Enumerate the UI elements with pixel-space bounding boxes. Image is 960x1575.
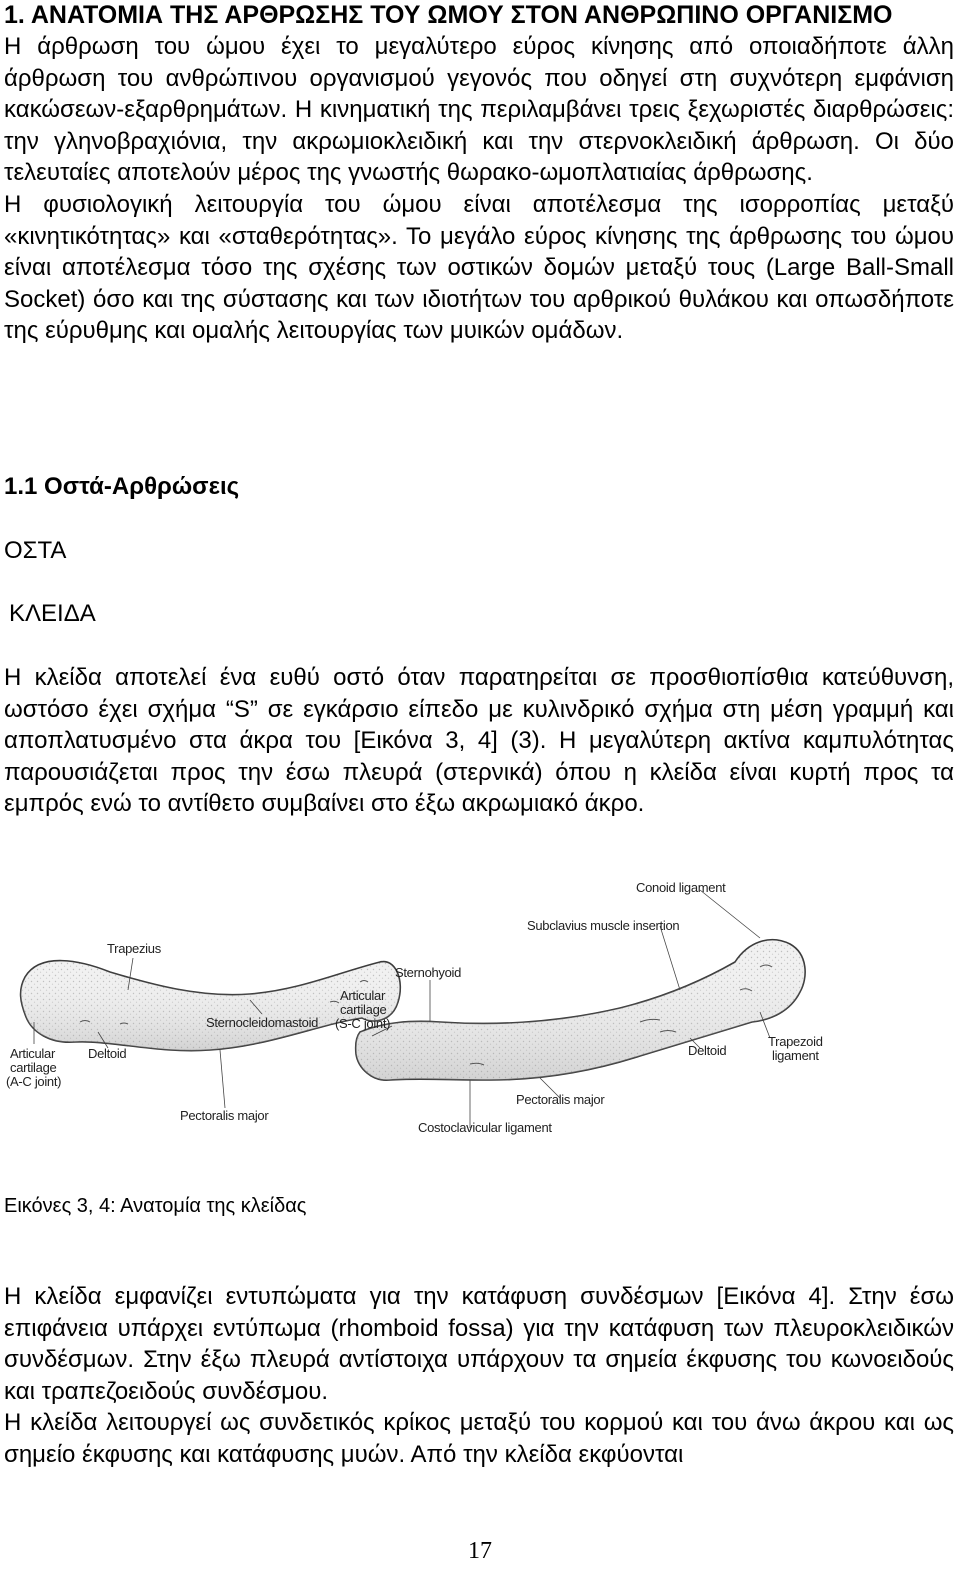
clavicle-block [4,662,954,820]
label-deltoid-right: Deltoid [688,1043,727,1058]
label-costoclavicular: Costoclavicular ligament [418,1120,552,1135]
bottom-paragraph-2: Η κλείδα λειτουργεί ως συνδετικός κρίκος μεταξύ του κορμού και του άνω άκρου και ως σημείο έκφυσης και κατάφυσης μυών. Από την κλείδα εκφύονται [4,1409,954,1468]
label-subclavius: Subclavius muscle insertion [527,918,680,933]
clavicle-paragraph: Η κλείδα αποτελεί ένα ευθύ οστό όταν παρατηρείται σε προσθιοπίσθια κατεύθυνση, ωστόσο έχει σχήμα “S” σε εγκάρσιο είπεδο με κυλινδρικό σχήμα στη μέση γραμμή και αποπλατυσμένο στα άκρα του [Εικόνα 3, 4] (3). Η μεγαλύτερη ακτίνα καμπυλότητας παρουσιάζεται προς την έσω πλευρά (στερνικά) όπου η κλείδα είναι κυρτή προς τα εμπρός ενώ το αντίθετο συμβαίνει στο έξω ακρωμιακό άκρο. [4,664,954,818]
label-ac-articular: Articular [10,1046,55,1061]
label-sternocleidomastoid: Sternocleidomastoid [206,1015,319,1030]
bottom-paragraph-1: Η κλείδα εμφανίζει εντυπώματα για την κατάφυση συνδέσμων [Εικόνα 4]. Στην έσω επιφάνεια υπάρχει εντύπωμα (rhomboid fossa) για την κατάφυση των πλευροκλειδικών συνδέσμων. Στην έξω πλευρά αντίστοιχα υπάρχουν τα σημεία έκφυσης του κωνοειδούς και τραπεζοειδούς συνδέσμου. [4,1283,954,1405]
figure-caption: Εικόνες 3, 4: Ανατομία της κλείδας [4,1195,307,1217]
label-sc-articular: Articular [340,988,385,1003]
label-deltoid-left: Deltoid [88,1046,127,1061]
clavicle-anatomy-figure [0,872,960,1142]
section-title: 1.1 Οστά-Αρθρώσεις [4,473,240,500]
sub-heading-clavicle: ΚΛΕΙΔΑ [9,600,96,627]
sub-heading-bones: ΟΣΤΑ [4,537,67,564]
label-sc-joint: (S-C joint) [335,1016,391,1031]
clavicle-left-drawing [6,941,400,1123]
label-pectoralis-left: Pectoralis major [180,1108,269,1123]
label-trapezoid-ligament: ligament [772,1048,819,1063]
label-pectoralis-right: Pectoralis major [516,1092,605,1107]
page-number: 17 [468,1538,492,1564]
label-trapezius: Trapezius [107,941,161,956]
label-ac-cartilage: cartilage [10,1060,57,1075]
intro-paragraph-2: Η φυσιολογική λειτουργία του ώμου είναι αποτέλεσμα της ισορροπίας μεταξύ «κινητικότητας» και «σταθερότητας». Το μεγάλο εύρος κίνησης της άρθρωσης του ώμου είναι αποτέλεσμα τόσο της σχέσης των οστικών δομών μεταξύ τους (Large Ball-Small Socket) όσο και της σύστασης και των ιδιοτήτων του αρθρικού θυλάκου και οπωσδήποτε της εύρυθμης και ομαλής λειτουργίας των μυικών ομάδων. [4,190,954,345]
label-sc-cartilage: cartilage [340,1002,387,1017]
intro-block [4,0,954,347]
label-conoid-ligament: Conoid ligament [636,880,726,895]
chapter-heading: 1. ΑΝΑΤΟΜΙΑ ΤΗΣ ΑΡΘΡΩΣΗΣ ΤΟΥ ΩΜΟΥ ΣΤΟΝ ΑΝΘΡΩΠΙΝΟ ΟΡΓΑΝΙΣΜΟ [4,1,893,29]
clavicle-right-shading [356,940,805,1080]
label-trapezoid: Trapezoid [768,1034,823,1049]
label-sternohyoid: Sternohyoid [395,965,462,980]
intro-paragraph-1: Η άρθρωση του ώμου έχει το μεγαλύτερο εύρος κίνησης από οποιαδήποτε άλλη άρθρωση του ανθρώπινου οργανισμού γεγονός που οδηγεί στη συχνότερη εμφάνιση κακώσεων-εξαρθρημάτων. Η κινηματική της περιλαμβάνει τρεις ξεχωριστές διαρθρώσεις: την γληνοβραχιόνια, την ακρωμιοκλειδική και την στερνοκλειδική άρθρωση. Οι δύο τελευταίες αποτελούν μέρος της γνωστής θωρακο-ωμοπλατιαίας άρθρωσης. [4,33,954,187]
bottom-block [4,1281,954,1471]
clavicle-right-drawing [335,880,823,1135]
label-ac-joint: (A-C joint) [6,1074,62,1089]
